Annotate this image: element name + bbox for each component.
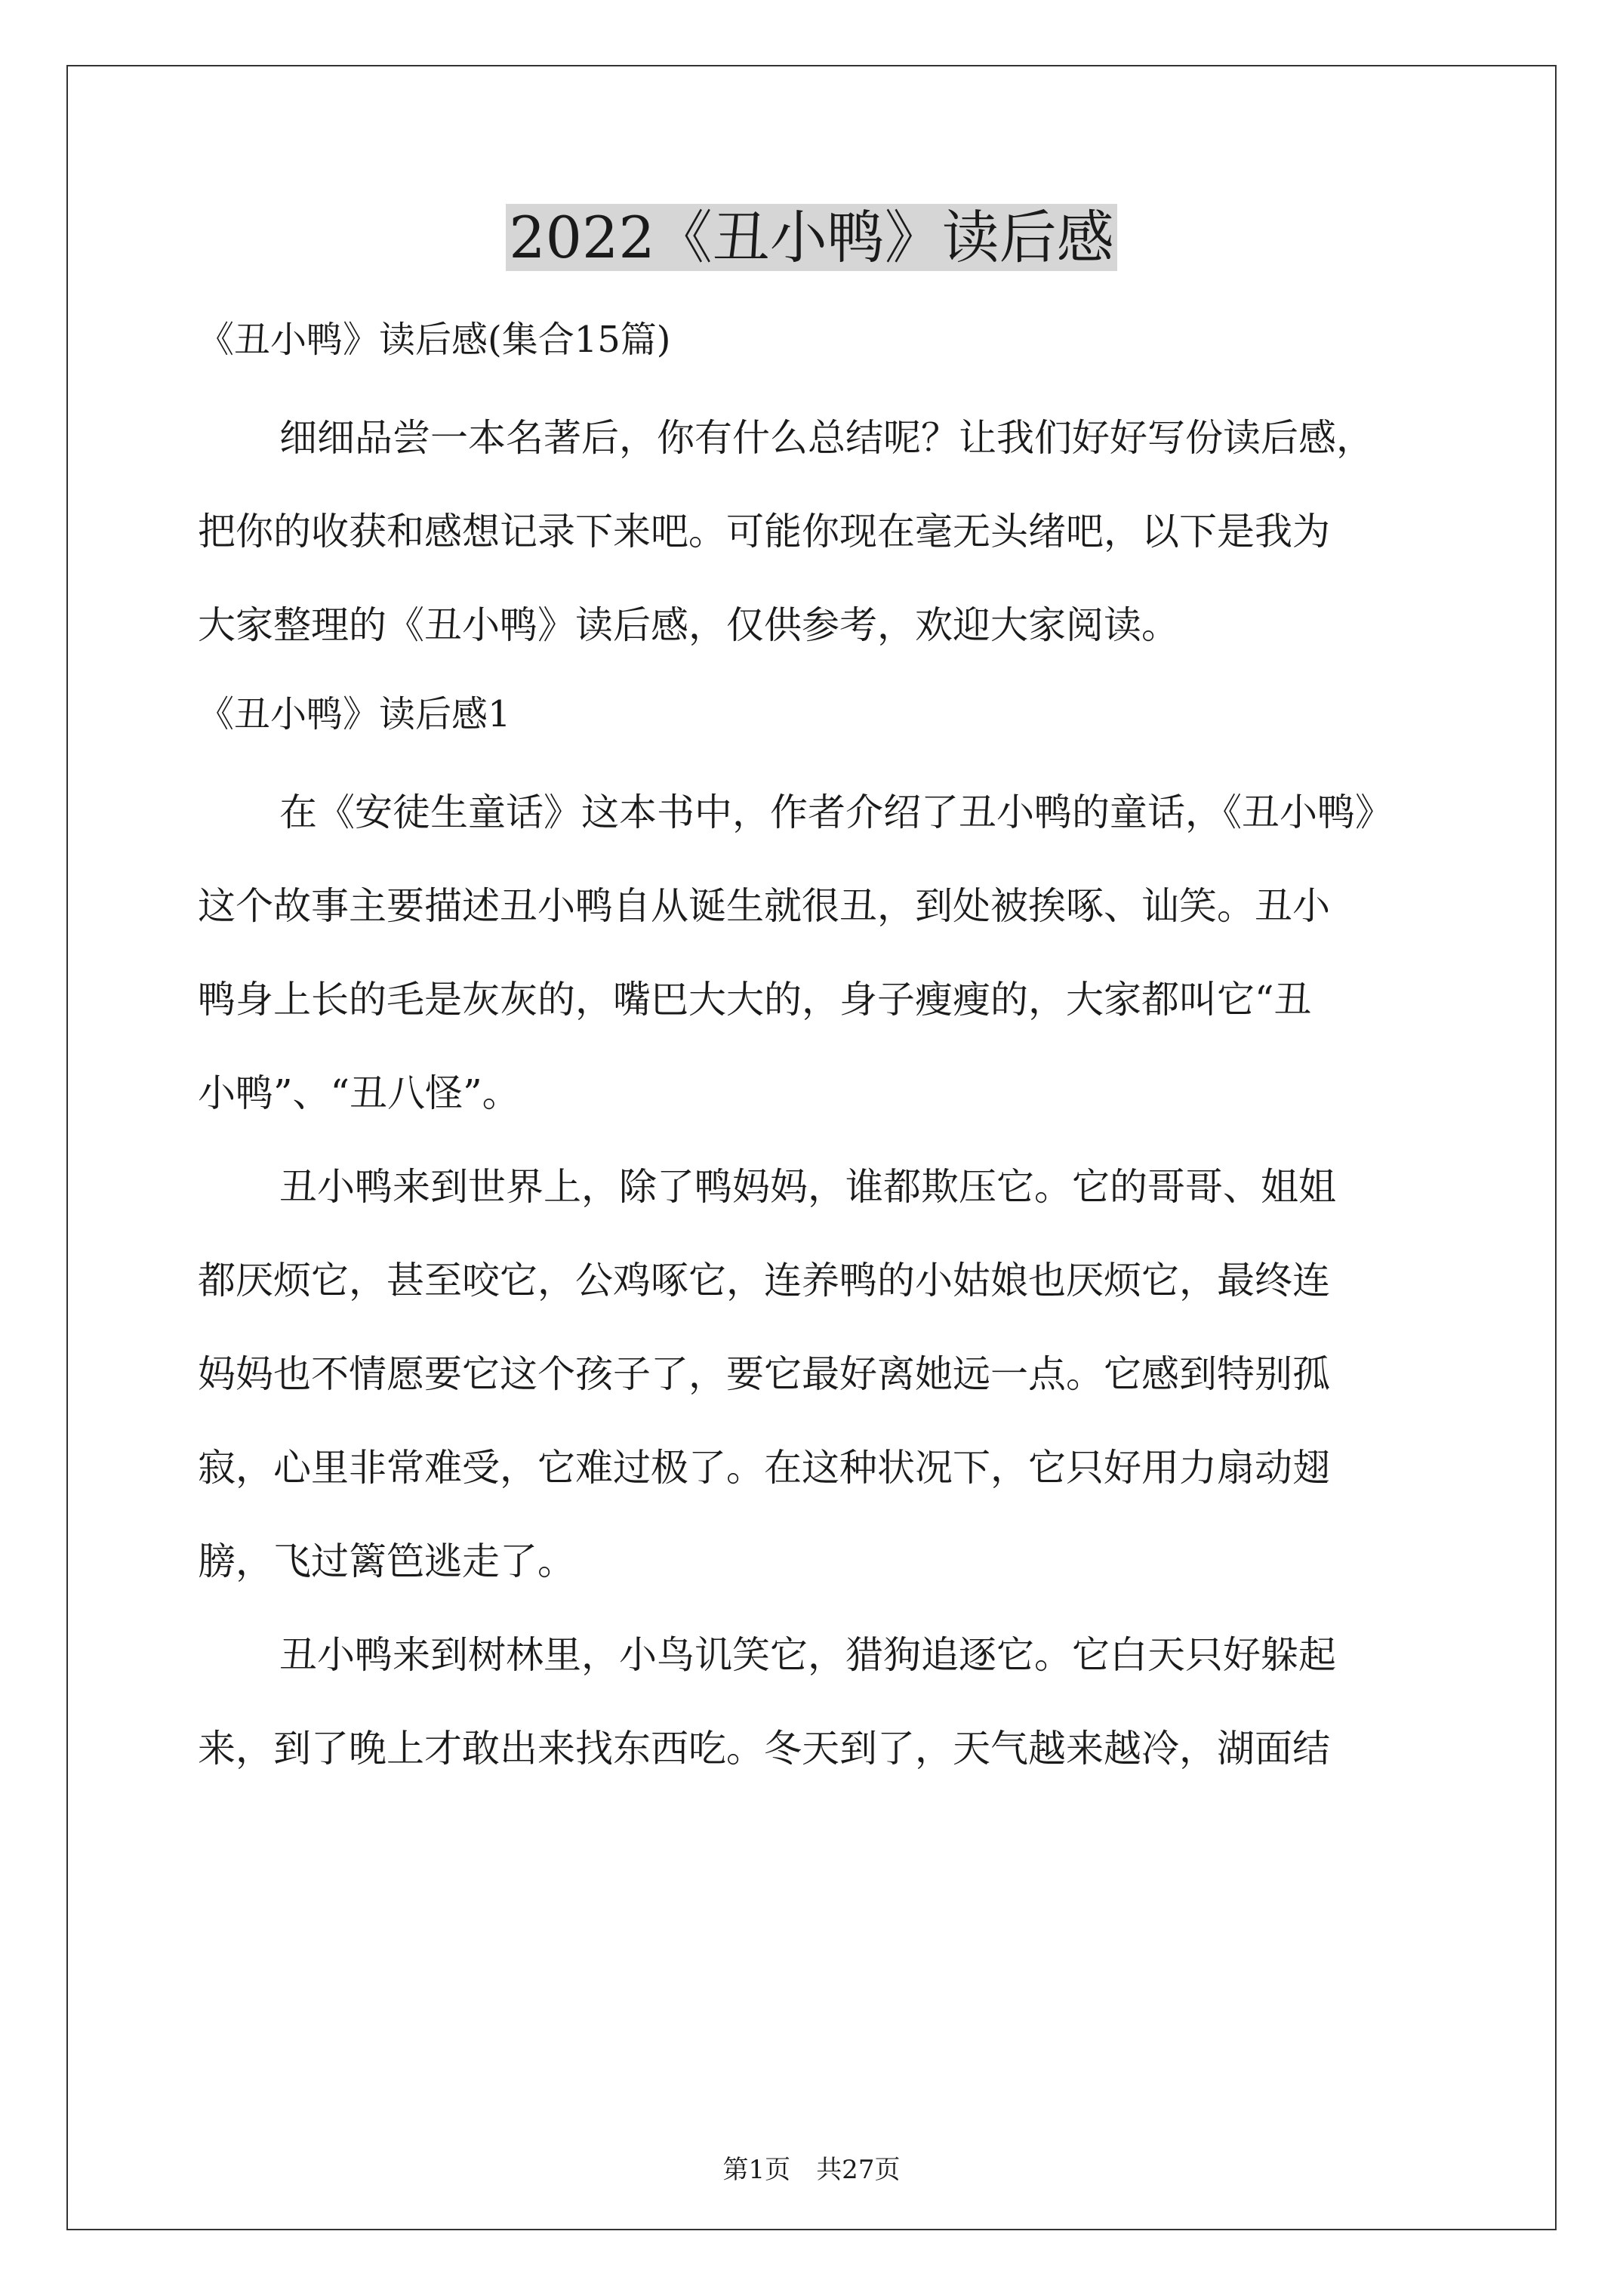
document-title bbox=[0, 200, 1623, 276]
section-heading: 《丑小鸭》读后感1 bbox=[198, 693, 511, 735]
paragraph-line: 丑小鸭来到世界上，除了鸭妈妈，谁都欺压它。它的哥哥、姐姐 bbox=[279, 1165, 1336, 1209]
paragraph-line: 这个故事主要描述丑小鸭自从诞生就很丑，到处被挨啄、讪笑。丑小 bbox=[198, 884, 1330, 928]
paragraph-line: 在《安徒生童话》这本书中，作者介绍了丑小鸭的童话，《丑小鸭》 bbox=[279, 791, 1393, 834]
document-title-text: 2022《丑小鸭》读后感 bbox=[506, 204, 1116, 271]
page-footer bbox=[0, 2153, 1623, 2187]
intro-line: 细细品尝一本名著后，你有什么总结呢？让我们好好写份读后感， bbox=[279, 416, 1374, 460]
page-border bbox=[66, 65, 1557, 2230]
page-total: 共27页 bbox=[816, 2155, 901, 2185]
page-number: 第1页 bbox=[722, 2155, 791, 2185]
paragraph-line: 丑小鸭来到树林里，小鸟讥笑它，猎狗追逐它。它白天只好躲起 bbox=[279, 1633, 1336, 1677]
paragraph-line: 都厌烦它，甚至咬它，公鸡啄它，连养鸭的小姑娘也厌烦它，最终连 bbox=[198, 1259, 1330, 1302]
intro-line: 大家整理的《丑小鸭》读后感，仅供参考，欢迎大家阅读。 bbox=[198, 603, 1179, 647]
paragraph-line: 小鸭”、“丑八怪”。 bbox=[198, 1071, 520, 1115]
paragraph-line: 鸭身上长的毛是灰灰的，嘴巴大大的，身子瘦瘦的，大家都叫它“丑 bbox=[198, 978, 1312, 1022]
intro-line: 把你的收获和感想记录下来吧。可能你现在毫无头绪吧，以下是我为 bbox=[198, 510, 1330, 553]
paragraph-line: 寂，心里非常难受，它难过极了。在这种状况下，它只好用力扇动翅 bbox=[198, 1446, 1330, 1490]
subtitle: 《丑小鸭》读后感(集合15篇) bbox=[198, 319, 671, 361]
paragraph-line: 膀，飞过篱笆逃走了。 bbox=[198, 1539, 575, 1583]
paragraph-line: 妈妈也不情愿要它这个孩子了，要它最好离她远一点。它感到特别孤 bbox=[198, 1352, 1330, 1396]
paragraph-line: 来，到了晚上才敢出来找东西吃。冬天到了，天气越来越冷，湖面结 bbox=[198, 1727, 1330, 1771]
